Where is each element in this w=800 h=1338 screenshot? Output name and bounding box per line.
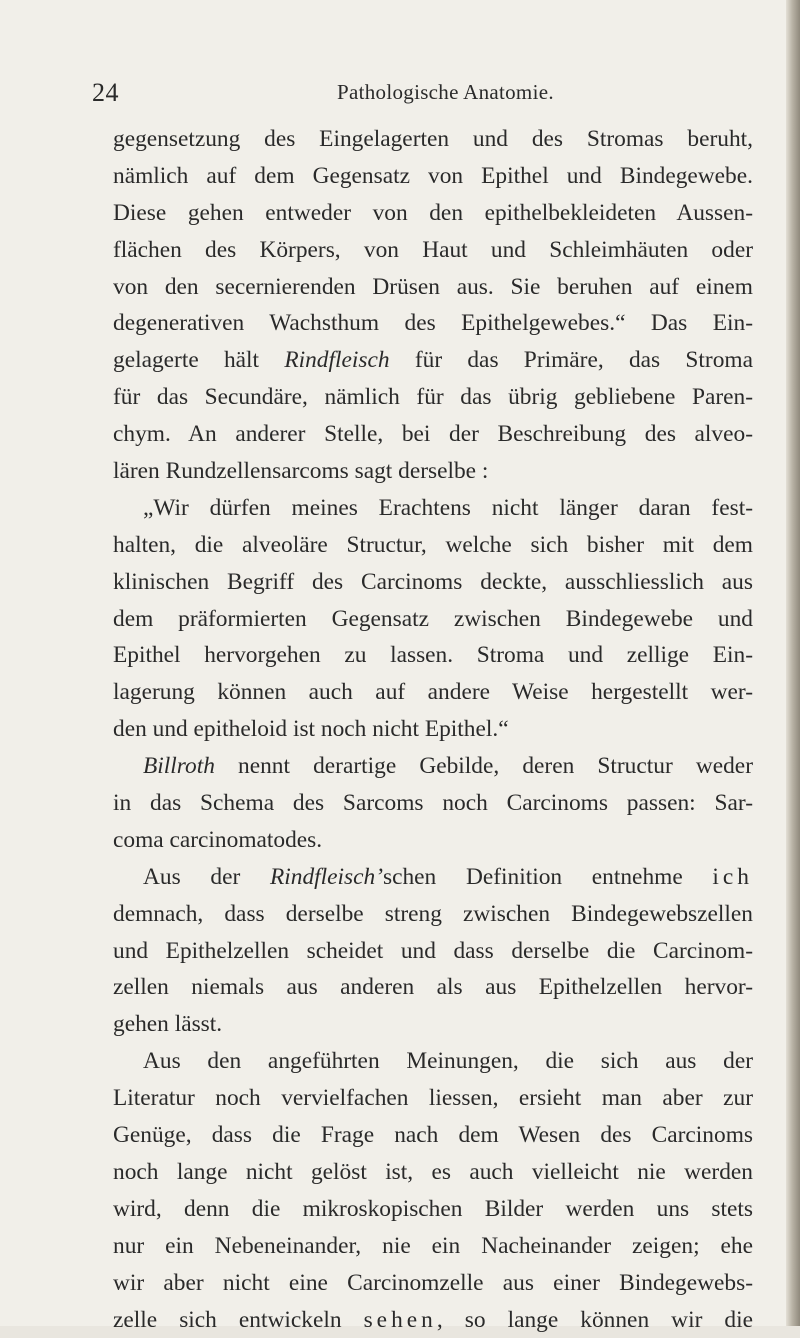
text-line <box>113 342 753 379</box>
text-line <box>113 748 753 785</box>
text-segment: nennt derartige Gebilde, deren Structur weder <box>238 753 753 779</box>
text-line: chym. An anderer Stelle, bei der Beschreibung des alveo- <box>113 416 753 453</box>
page-number: 24 <box>92 78 119 108</box>
text-line: noch lange nicht gelöst ist, es auch vielleicht nie werden <box>113 1154 753 1191</box>
text-line: Diese gehen entweder von den epithelbekleideten Aussen- <box>113 195 753 232</box>
text-segment: für das Primäre, das Stroma <box>415 347 753 373</box>
text-segment: Aus der <box>143 864 240 890</box>
page-edge-shadow <box>786 0 800 1326</box>
text-line: nur ein Nebeneinander, nie ein Nacheinander zeigen; ehe <box>113 1228 753 1265</box>
emphasized-word: ich <box>712 864 753 890</box>
author-name-rindfleisch: Rindfleisch’ <box>270 864 383 890</box>
text-segment: zelle sich entwickeln <box>113 1307 342 1333</box>
text-line: degenerativen Wachsthum des Epithelgewebes.“ Das Ein- <box>113 305 753 342</box>
text-line: klinischen Begriff des Carcinoms deckte, ausschliesslich aus <box>113 564 753 601</box>
text-line: wir aber nicht eine Carcinomzelle aus einer Bindegewebs- <box>113 1265 753 1302</box>
text-line: halten, die alveoläre Structur, welche sich bisher mit dem <box>113 527 753 564</box>
emphasized-word: sehen <box>364 1307 437 1333</box>
text-line <box>113 1302 753 1338</box>
text-line: Aus den angeführten Meinungen, die sich aus der <box>113 1043 753 1080</box>
text-line: nämlich auf dem Gegensatz von Epithel und Bindegewebe. <box>113 158 753 195</box>
text-line: gehen lässt. <box>113 1006 753 1043</box>
text-line: lagerung können auch auf andere Weise hergestellt wer- <box>113 674 753 711</box>
text-line: für das Secundäre, nämlich für das übrig gebliebene Paren- <box>113 379 753 416</box>
text-line: „Wir dürfen meines Erachtens nicht länger daran fest- <box>113 490 753 527</box>
text-line: flächen des Körpers, von Haut und Schleimhäuten oder <box>113 232 753 269</box>
text-line: wird, denn die mikroskopischen Bilder werden uns stets <box>113 1191 753 1228</box>
text-line: coma carcinomatodes. <box>113 822 753 859</box>
text-line: dem präformierten Gegensatz zwischen Bindegewebe und <box>113 601 753 638</box>
running-head: Pathologische Anatomie. <box>337 80 554 105</box>
text-line: demnach, dass derselbe streng zwischen Bindegewebszellen <box>113 896 753 933</box>
text-segment: gelagerte hält <box>113 347 259 373</box>
body-text <box>113 121 753 1338</box>
text-segment: , so lange können wir die <box>437 1307 753 1333</box>
text-segment: schen Definition entnehme <box>383 864 683 890</box>
text-line: lären Rundzellensarcoms sagt derselbe : <box>113 453 753 490</box>
author-name-billroth: Billroth <box>143 753 215 779</box>
text-line: Genüge, dass die Frage nach dem Wesen des Carcinoms <box>113 1117 753 1154</box>
page-header <box>92 78 732 110</box>
text-line: gegensetzung des Eingelagerten und des Stromas beruht, <box>113 121 753 158</box>
text-line: Literatur noch vervielfachen liessen, ersieht man aber zur <box>113 1080 753 1117</box>
text-line: in das Schema des Sarcoms noch Carcinoms passen: Sar- <box>113 785 753 822</box>
text-line: von den secernierenden Drüsen aus. Sie beruhen auf einem <box>113 269 753 306</box>
text-line: zellen niemals aus anderen als aus Epithelzellen hervor- <box>113 969 753 1006</box>
text-line: Epithel hervorgehen zu lassen. Stroma und zellige Ein- <box>113 637 753 674</box>
text-line: und Epithelzellen scheidet und dass derselbe die Carcinom- <box>113 933 753 970</box>
text-line <box>113 859 753 896</box>
text-line: den und epitheloid ist noch nicht Epithel.“ <box>113 711 753 748</box>
author-name-rindfleisch: Rindfleisch <box>284 347 389 373</box>
